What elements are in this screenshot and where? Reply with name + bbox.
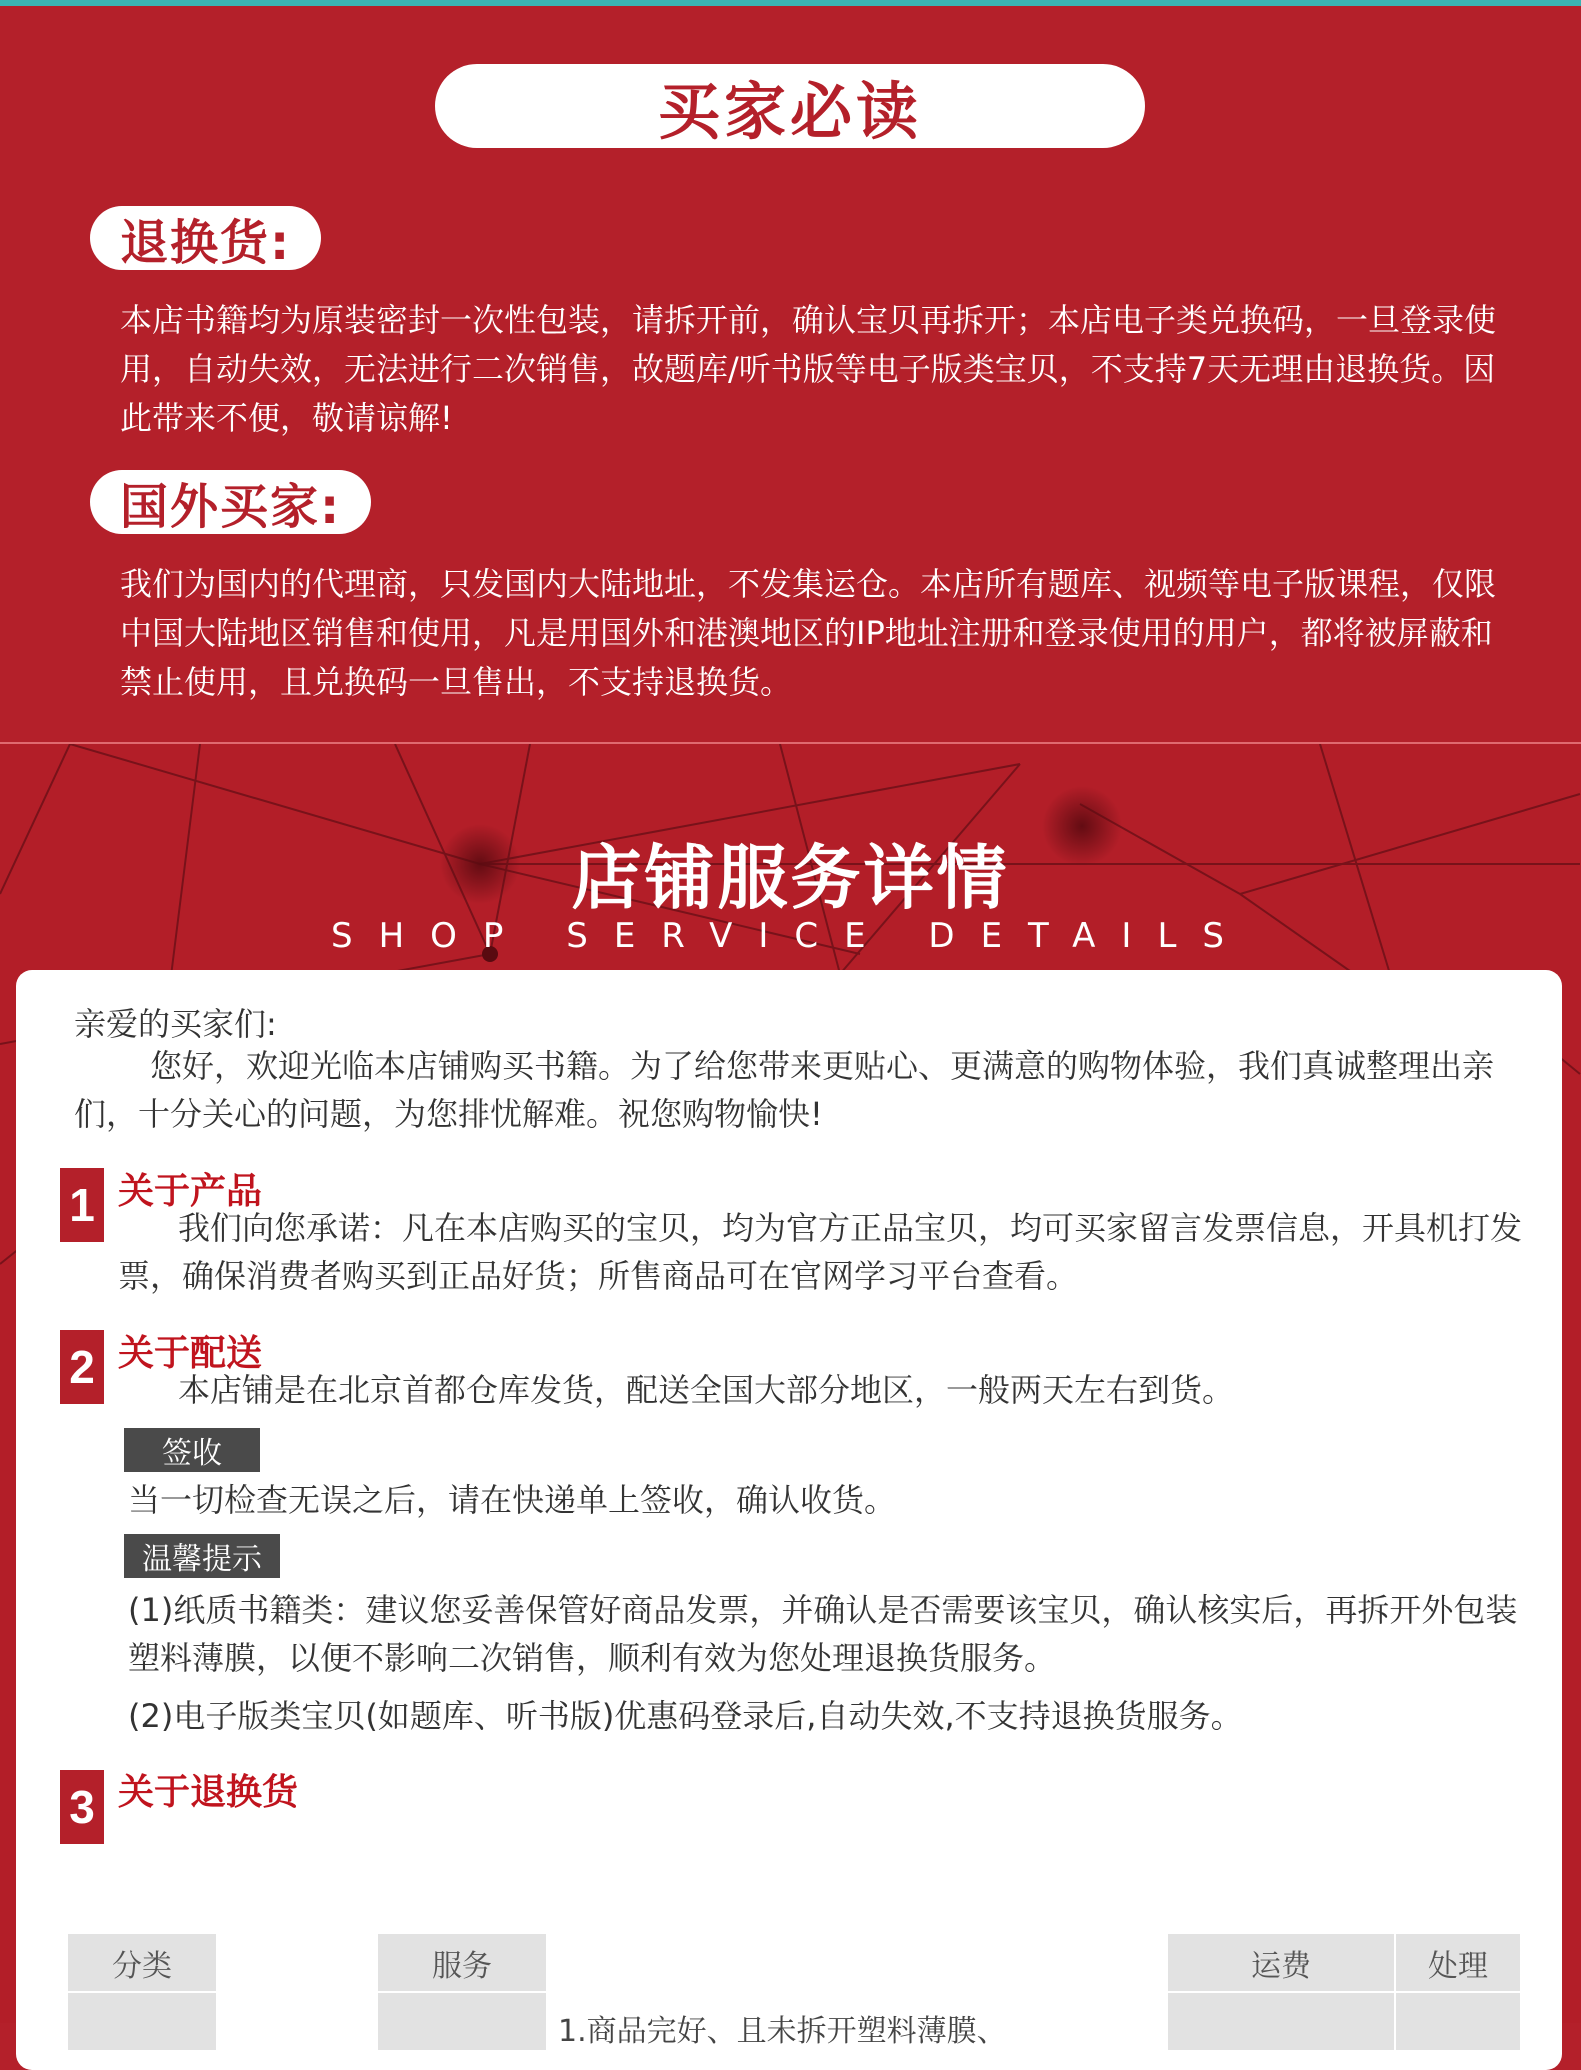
- table-header: 分类: [67, 1933, 217, 1992]
- table-cell: [1167, 1992, 1395, 2051]
- foreign-buyers-heading: 国外买家:: [90, 470, 371, 534]
- table-header: 运费: [1167, 1933, 1395, 1992]
- returns-text: 本店书籍均为原装密封一次性包装，请拆开前，确认宝贝再拆开；本店电子类兑换码，一旦登录使用，自动失效，无法进行二次销售，故题库/听书版等电子版类宝贝，不支持7天无理由退换货。因此带来不便，敬请谅解!: [120, 301, 1497, 437]
- table-cell: 1.商品完好、且未拆开塑料薄膜、: [547, 1933, 1053, 2051]
- buyer-notice-title: 买家必读: [435, 64, 1145, 148]
- table-cell: [67, 1992, 217, 2051]
- buyer-notice-section: [0, 6, 1581, 744]
- section-heading-returns: 关于退换货: [118, 1772, 299, 1813]
- service-title: 店铺服务详情: [571, 837, 1010, 919]
- intro-body: 您好，欢迎光临本店铺购买书籍。为了给您带来更贴心、更满意的购物体验，我们真诚整理出亲们，十分关心的问题，为您排忧解难。祝您购物愉快!: [74, 1047, 1495, 1133]
- returns-table: [66, 1932, 1522, 2052]
- tip-paper-books: (1)纸质书籍类：建议您妥善保管好商品发票，并确认是否需要该宝贝，确认核实后，再拆开外包装塑料薄膜，以便不影响二次销售，顺利有效为您处理退换货服务。: [128, 1591, 1518, 1677]
- table-header: [217, 1933, 377, 1992]
- table-header: 处理: [1395, 1933, 1521, 1992]
- tip-tag: 温馨提示: [124, 1534, 280, 1578]
- section-number-1: 1: [60, 1168, 104, 1242]
- tip-electronic: (2)电子版类宝贝(如题库、听书版)优惠码登录后,自动失效,不支持退换货服务。: [128, 1697, 1243, 1735]
- products-text: [118, 1204, 1538, 1300]
- table-header: 服务: [377, 1933, 547, 1992]
- delivery-body: 本店铺是在北京首都仓库发货，配送全国大部分地区，一般两天左右到货。: [178, 1371, 1235, 1409]
- table-header-row: [67, 1933, 1521, 1992]
- greeting: 亲爱的买家们:: [74, 1005, 277, 1043]
- section-heading-delivery: 关于配送: [118, 1333, 263, 1374]
- products-body: 我们向您承诺：凡在本店购买的宝贝，均为官方正品宝贝，均可买家留言发票信息，开具机打发票，确保消费者购买到正品好货；所售商品可在官网学习平台查看。: [118, 1209, 1523, 1295]
- table-cell: [377, 1992, 547, 2051]
- table-cell: [1395, 1992, 1521, 2051]
- table-header: [1053, 1933, 1167, 1992]
- table-cell: [1053, 1992, 1167, 2051]
- section-number-2: 2: [60, 1330, 104, 1404]
- foreign-buyers-text: 我们为国内的代理商，只发国内大陆地址，不发集运仓。本店所有题库、视频等电子版课程，仅限中国大陆地区销售和使用，凡是用国外和港澳地区的IP地址注册和登录使用的用户，都将被屏蔽和禁止使用，且兑换码一旦售出，不支持退换货。: [120, 565, 1497, 701]
- returns-heading: 退换货:: [90, 206, 321, 270]
- sign-text: 当一切检查无误之后，请在快递单上签收，确认收货。: [128, 1481, 897, 1519]
- section-number-3: 3: [60, 1770, 104, 1844]
- sign-tag: 签收: [124, 1428, 260, 1472]
- intro-text: [74, 1042, 1514, 1138]
- service-subtitle: SHOP SERVICE DETAILS: [331, 916, 1250, 956]
- section-heading-products: 关于产品: [118, 1171, 263, 1212]
- table-cell: [217, 1992, 377, 2051]
- delivery-text: [118, 1366, 1538, 1414]
